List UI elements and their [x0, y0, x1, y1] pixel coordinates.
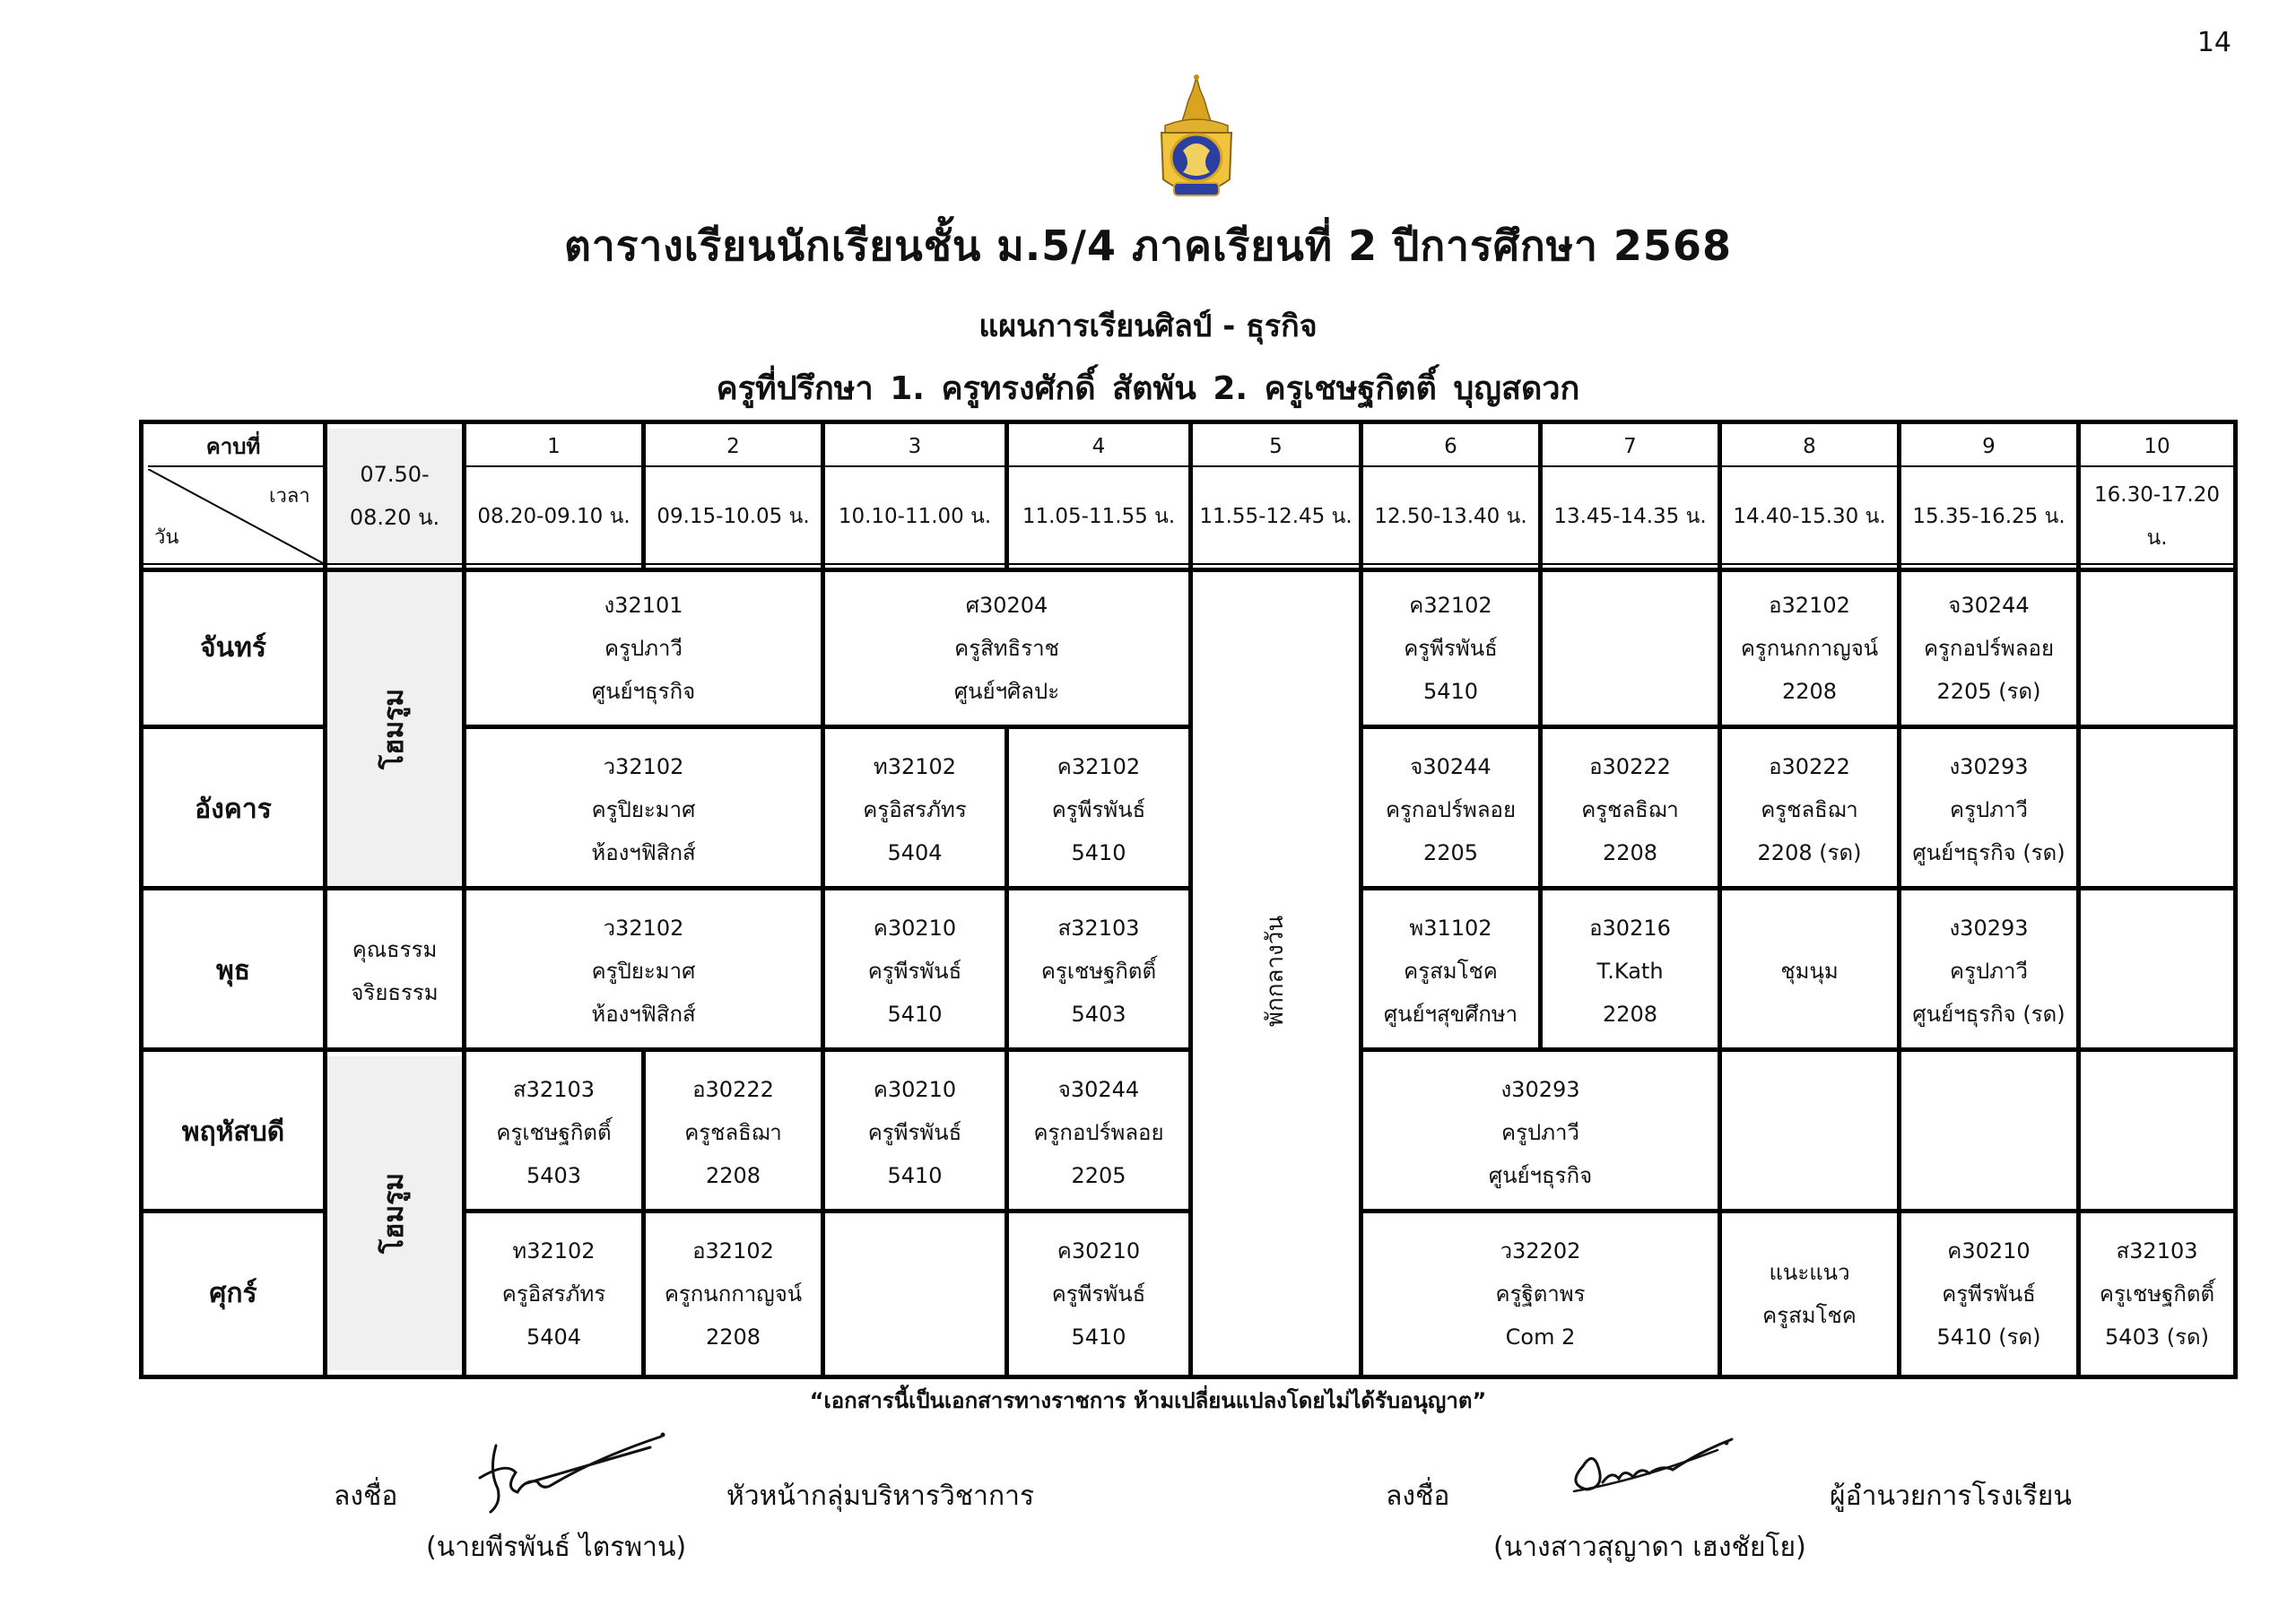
grid-line [641, 424, 646, 568]
class-cell [1009, 1218, 1188, 1370]
class-cell [1543, 734, 1718, 886]
room: 2205 [1422, 840, 1479, 865]
teacher-name: ครูเชษฐกิตติ์ [2099, 1281, 2215, 1307]
grid-line [144, 725, 327, 729]
subject-code: ส32103 [2116, 1238, 2198, 1264]
class-cell [825, 572, 1188, 725]
room: ห้องฯฟิสิกส์ [591, 1002, 696, 1027]
class-cell [1363, 895, 1538, 1047]
subject-code: ค30210 [1057, 1238, 1141, 1264]
homeroom-cell-bottom [327, 1056, 462, 1370]
subject-code: ง30293 [1949, 754, 2029, 779]
grid-line [323, 424, 327, 1375]
period-time: 12.50-13.40 น. [1374, 504, 1527, 528]
class-cell [646, 1218, 821, 1370]
grid-line [2076, 424, 2081, 1375]
class-cell [1901, 572, 2076, 725]
subject-code: อ30222 [1769, 754, 1850, 779]
morality-line-1: คุณธรรม [352, 937, 438, 962]
teacher-name: ครูเชษฐกิตติ์ [1040, 959, 1157, 984]
homeroom-label: โฮมรูม [378, 688, 410, 770]
period-number: 7 [1623, 435, 1637, 458]
class-cell [1901, 895, 2076, 1047]
teacher-name: ครูปภาวี [1950, 959, 2028, 984]
subject-code: จ30244 [1948, 593, 2030, 618]
class-cell [1722, 572, 1897, 725]
teacher-name: ครูอิสรภัทร [501, 1281, 606, 1307]
room: 2208 (รด) [1757, 840, 1862, 865]
period-header-label: คาบที่ [205, 434, 261, 459]
class-cell [825, 1056, 1004, 1209]
grid-line [144, 1209, 327, 1213]
left-sign-label: ลงชื่อ [334, 1481, 398, 1512]
subject-code: ง30293 [1500, 1077, 1580, 1102]
period-time: 13.45-14.35 น. [1553, 504, 1707, 528]
grid-line [1897, 424, 1901, 1375]
right-sign-label: ลงชื่อ [1386, 1481, 1450, 1512]
teacher-name: ครูพีรพันธ์ [867, 1120, 962, 1145]
room: ศูนย์ฯธุรกิจ (รด) [1912, 1002, 2066, 1027]
subject-code: ค30210 [873, 916, 957, 941]
teacher-name: ครูกอปร์พลอย [1033, 1120, 1164, 1145]
subject-code: ค30210 [873, 1077, 957, 1102]
subject-code: ว32102 [603, 754, 684, 779]
class-cell [466, 572, 821, 725]
period-number: 9 [1982, 435, 1996, 458]
room: ศูนย์ฯสุขศึกษา [1383, 1002, 1518, 1027]
room: 2208 [705, 1163, 761, 1188]
class-cell [1722, 734, 1897, 886]
teacher-name: ครูกอปร์พลอย [1923, 636, 2055, 661]
left-signer-position: หัวหน้ากลุ่มบริหารวิชาการ [726, 1481, 1035, 1512]
guidance-cell [1722, 1218, 1897, 1370]
teacher-name: ครูกอปร์พลอย [1385, 797, 1517, 822]
teacher-name: ครูสมโชค [1762, 1303, 1857, 1328]
teacher-name: ครูปภาวี [1501, 1120, 1579, 1145]
teacher-name: ครูกนกกาญจน์ [664, 1281, 803, 1307]
day-label-tuesday: อังคาร [195, 794, 272, 825]
right-signer-name: (นางสาวสุญาดา เฮงชัยโย) [1493, 1532, 1806, 1563]
class-cell [466, 1218, 641, 1370]
class-cell [1009, 734, 1188, 886]
teacher-name: ครูฐิตาพร [1495, 1281, 1586, 1307]
room: 2208 [1781, 679, 1838, 704]
grid-line [144, 886, 1193, 890]
subject-code: ท32102 [512, 1238, 596, 1264]
morality-cell [327, 895, 462, 1047]
subject-code: ง30293 [1949, 916, 2029, 941]
teacher-name: ครูปิยะมาศ [591, 959, 696, 984]
subject-code: ส32103 [1057, 916, 1140, 941]
homeroom-time-start: 07.50- [360, 462, 430, 487]
room: 5403 [526, 1163, 582, 1188]
grid-line [1004, 729, 1009, 1375]
period-number: 4 [1091, 435, 1106, 458]
day-label-monday: จันทร์ [200, 632, 266, 664]
class-cell [1009, 1056, 1188, 1209]
grid-line [148, 465, 323, 467]
room: 2208 [1602, 1002, 1658, 1027]
subject-code: อ32102 [692, 1238, 774, 1264]
day-header-label: วัน [154, 526, 179, 549]
grid-line [144, 1047, 1193, 1052]
teacher-name: ครูสมโชค [1404, 959, 1498, 984]
grid-line [1188, 424, 1193, 1375]
advisors-line: ครูที่ปรึกษา 1. ครูทรงศักดิ์ สัตพัน 2. ครูเชษฐกิตติ์ บุญสดวก [716, 370, 1580, 407]
room: 5403 (รด) [2105, 1324, 2209, 1350]
grid-line [641, 1052, 646, 1375]
grid-line [1359, 424, 1363, 1375]
homeroom-time-cell [327, 429, 462, 563]
official-notice: “เอกสารนี้เป็นเอกสารทางราชการ ห้ามเปลี่ยนแปลงโดยไม่ได้รับอนุญาต” [809, 1388, 1487, 1413]
subject-code: จ30244 [1410, 754, 1492, 779]
right-signer-position: ผู้อำนวยการโรงเรียน [1830, 1481, 2072, 1512]
homeroom-label: โฮมรูม [378, 1172, 410, 1255]
grid-line [1359, 1047, 2233, 1052]
morality-line-2: จริยธรรม [351, 980, 439, 1005]
room: 5410 [1071, 840, 1126, 865]
header-diagonal [148, 469, 323, 563]
room: 5404 [526, 1324, 582, 1350]
page-title: ตารางเรียนนักเรียนชั้น ม.5/4 ภาคเรียนที่ 2 ปีการศึกษา 2568 [564, 221, 1732, 270]
period-time: 14.40-15.30 น. [1733, 504, 1886, 528]
subject-code: ว32202 [1500, 1238, 1581, 1264]
room: 5410 [1071, 1324, 1126, 1350]
subject-code: ส32103 [513, 1077, 595, 1102]
room: 5403 [1071, 1002, 1126, 1027]
teacher-name: ครูพีรพันธ์ [1051, 797, 1146, 822]
subject-code: แนะแนว [1769, 1260, 1850, 1285]
class-cell [825, 734, 1004, 886]
subject-code: ท32102 [873, 754, 957, 779]
class-cell [1901, 1218, 2076, 1370]
teacher-name: ครูเชษฐกิตติ์ [496, 1120, 612, 1145]
room: ศูนย์ฯธุรกิจ [591, 679, 696, 704]
class-cell [646, 1056, 821, 1209]
period-number: 1 [547, 435, 561, 458]
grid-line [462, 424, 466, 1375]
teacher-name: ครูกนกกาญจน์ [1740, 636, 1879, 661]
class-cell [1543, 895, 1718, 1047]
room: ศูนย์ฯศิลปะ [953, 679, 1060, 704]
school-emblem-icon [1152, 74, 1240, 208]
class-cell [466, 734, 821, 886]
room: 2205 [1071, 1163, 1126, 1188]
room: ศูนย์ฯธุรกิจ [1488, 1163, 1593, 1188]
left-signature-icon [462, 1426, 668, 1524]
study-plan-subtitle: แผนการเรียนศิลป์ - ธุรกิจ [978, 308, 1318, 344]
class-cell [1363, 572, 1538, 725]
period-time: 16.30-17.20 น. [2094, 482, 2220, 550]
grid-line [1359, 1209, 2233, 1213]
room: 5410 [887, 1002, 943, 1027]
grid-line [1538, 424, 1543, 1052]
grid-line [1718, 424, 1722, 1375]
left-signer-name: (นายพีรพันธ์ ไตรพาน) [426, 1532, 687, 1563]
period-number: 8 [1803, 435, 1816, 458]
grid-line [1359, 725, 2233, 729]
grid-line [821, 424, 825, 1375]
right-signature-icon [1556, 1430, 1735, 1511]
subject-code: ค32102 [1057, 754, 1141, 779]
class-cell [1363, 734, 1538, 886]
subject-code: อ30222 [1589, 754, 1671, 779]
day-label-thursday: พฤหัสบดี [181, 1116, 285, 1148]
teacher-name: T.Kath [1596, 959, 1664, 984]
period-time: 10.10-11.00 น. [838, 504, 992, 528]
timetable [139, 420, 2238, 1379]
subject-code: อ30216 [1589, 916, 1671, 941]
teacher-name: ครูพีรพันธ์ [1942, 1281, 2036, 1307]
teacher-name: ครูพีรพันธ์ [1404, 636, 1498, 661]
period-time: 11.05-11.55 น. [1022, 504, 1176, 528]
room: 5410 (รด) [1936, 1324, 2041, 1350]
period-number: 2 [726, 435, 740, 458]
period-time: 11.55-12.45 น. [1199, 504, 1352, 528]
teacher-name: ครูสิทธิราช [954, 636, 1059, 661]
teacher-name: ครูชลธิฌา [1761, 797, 1858, 822]
class-cell [466, 895, 821, 1047]
teacher-name: ครูพีรพันธ์ [1051, 1281, 1146, 1307]
room: Com 2 [1505, 1324, 1576, 1350]
class-cell [2081, 1218, 2233, 1370]
day-label-wednesday: พุธ [215, 955, 251, 986]
subject-code: พ31102 [1409, 916, 1492, 941]
period-number: 6 [1444, 435, 1457, 458]
room: 2205 (รด) [1936, 679, 2041, 704]
subject-code: ค30210 [1947, 1238, 2031, 1264]
homeroom-time-end: 08.20 น. [349, 505, 440, 530]
period-time: 08.20-09.10 น. [477, 504, 631, 528]
period-number: 3 [908, 435, 922, 458]
room: ห้องฯฟิสิกส์ [591, 840, 696, 865]
homeroom-cell-top [327, 572, 462, 886]
subject-code: ศ30204 [965, 593, 1048, 618]
class-cell [1009, 895, 1188, 1047]
subject-code: ว32102 [603, 916, 684, 941]
teacher-name: ครูชลธิฌา [684, 1120, 782, 1145]
lunch-break-cell [1193, 572, 1359, 1370]
subject-code: จ30244 [1057, 1077, 1140, 1102]
club-label: ชุมนุม [1780, 959, 1839, 984]
lunch-break-label: พักกลางวัน [1262, 915, 1290, 1028]
day-label-friday: ศุกร์ [209, 1278, 257, 1309]
class-cell [1363, 1218, 1718, 1370]
room: 5410 [1422, 679, 1479, 704]
subject-code: อ32102 [1769, 593, 1850, 618]
teacher-name: ครูปภาวี [1950, 797, 2028, 822]
teacher-name: ครูชลธิฌา [1581, 797, 1679, 822]
grid-line [1359, 886, 2233, 890]
time-header-label: เวลา [269, 485, 310, 508]
teacher-name: ครูพีรพันธ์ [867, 959, 962, 984]
page-number: 14 [2196, 27, 2231, 58]
grid-line [1004, 424, 1009, 568]
club-cell [1722, 895, 1897, 1047]
class-cell [1363, 1056, 1718, 1209]
class-cell [466, 1056, 641, 1209]
class-cell [825, 895, 1004, 1047]
class-cell [1901, 734, 2076, 886]
period-number: 5 [1269, 435, 1283, 458]
period-time: 15.35-16.25 น. [1912, 504, 2066, 528]
room: ศูนย์ฯธุรกิจ (รด) [1912, 840, 2066, 865]
period-time: 09.15-10.05 น. [657, 504, 810, 528]
grid-line [462, 725, 1193, 729]
room: 5410 [887, 1163, 943, 1188]
teacher-name: ครูปิยะมาศ [591, 797, 696, 822]
teacher-name: ครูปภาวี [604, 636, 683, 661]
subject-code: ง32101 [604, 593, 683, 618]
subject-code: ค32102 [1409, 593, 1492, 618]
grid-line [462, 465, 2233, 467]
period-number: 10 [2144, 435, 2170, 458]
room: 2208 [705, 1324, 761, 1350]
room: 5404 [887, 840, 943, 865]
teacher-name: ครูอิสรภัทร [863, 797, 967, 822]
room: 2208 [1602, 840, 1658, 865]
subject-code: อ30222 [692, 1077, 774, 1102]
grid-line [462, 1209, 1193, 1213]
